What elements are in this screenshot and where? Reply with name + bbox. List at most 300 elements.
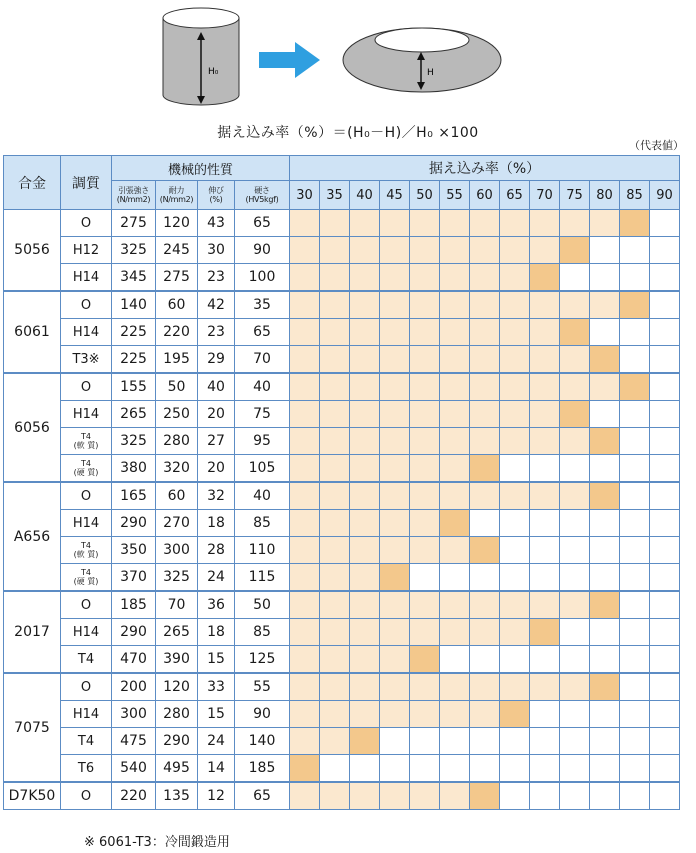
property-value: 290	[112, 619, 156, 646]
possible-cell	[380, 428, 410, 455]
empty-cell	[590, 619, 620, 646]
empty-cell	[650, 619, 680, 646]
possible-cell	[290, 237, 320, 264]
header-mech-1: 耐力 (N/mm2)	[156, 181, 198, 210]
alloy-cell: 7075	[4, 673, 61, 782]
temper-cell: O	[61, 782, 112, 810]
h-label: H	[427, 68, 434, 78]
table-row	[4, 537, 680, 564]
possible-cell	[560, 210, 590, 237]
possible-cell	[440, 210, 470, 237]
header-mech-0: 引張強さ (N/mm2)	[112, 181, 156, 210]
possible-cell	[470, 428, 500, 455]
possible-cell	[500, 319, 530, 346]
possible-cell	[350, 673, 380, 701]
possible-cell	[380, 401, 410, 428]
empty-cell	[470, 510, 500, 537]
property-value: 65	[235, 319, 290, 346]
empty-cell	[590, 564, 620, 592]
temper-cell: O	[61, 482, 112, 510]
table-row	[4, 264, 680, 292]
empty-cell	[530, 646, 560, 674]
empty-cell	[590, 401, 620, 428]
possible-cell	[350, 346, 380, 374]
temper-cell: O	[61, 210, 112, 237]
header-percent-65: 65	[500, 181, 530, 210]
possible-cell	[290, 673, 320, 701]
property-value: 65	[235, 782, 290, 810]
possible-cell	[440, 373, 470, 401]
possible-cell	[410, 701, 440, 728]
temper-cell: T4	[61, 646, 112, 674]
empty-cell	[650, 782, 680, 810]
possible-cell	[380, 264, 410, 292]
upset-ratio-table	[3, 155, 680, 810]
disc-after	[343, 28, 501, 92]
possible-cell	[440, 291, 470, 319]
possible-cell	[350, 701, 380, 728]
table-row	[4, 346, 680, 374]
temper-cell: T3※	[61, 346, 112, 374]
empty-cell	[620, 782, 650, 810]
empty-cell	[650, 510, 680, 537]
property-value: 55	[235, 673, 290, 701]
property-value: 20	[198, 455, 235, 483]
property-value: 105	[235, 455, 290, 483]
property-value: 27	[198, 428, 235, 455]
header-mechanical: 機械的性質	[112, 156, 290, 181]
empty-cell	[650, 291, 680, 319]
alloy-cell: 6056	[4, 373, 61, 482]
possible-cell	[530, 237, 560, 264]
property-value: 225	[112, 319, 156, 346]
possible-cell	[500, 264, 530, 292]
possible-cell	[530, 319, 560, 346]
property-value: 18	[198, 619, 235, 646]
property-value: 30	[198, 237, 235, 264]
possible-cell	[380, 373, 410, 401]
header-percent-45: 45	[380, 181, 410, 210]
property-value: 140	[235, 728, 290, 755]
empty-cell	[620, 401, 650, 428]
possible-cell	[530, 428, 560, 455]
alloy-cell: 5056	[4, 210, 61, 292]
possible-cell	[440, 673, 470, 701]
empty-cell	[620, 537, 650, 564]
possible-cell	[320, 291, 350, 319]
empty-cell	[620, 619, 650, 646]
possible-cell	[380, 619, 410, 646]
property-value: 225	[112, 346, 156, 374]
empty-cell	[650, 564, 680, 592]
property-value: 350	[112, 537, 156, 564]
empty-cell	[620, 482, 650, 510]
header-alloy: 合金	[4, 156, 61, 210]
possible-cell	[320, 455, 350, 483]
possible-cell	[500, 401, 530, 428]
header-percent-85: 85	[620, 181, 650, 210]
property-value: 85	[235, 619, 290, 646]
table-row	[4, 591, 680, 619]
possible-cell	[560, 673, 590, 701]
limit-cell	[590, 673, 620, 701]
empty-cell	[590, 701, 620, 728]
property-value: 60	[156, 291, 198, 319]
property-value: 12	[198, 782, 235, 810]
possible-cell	[560, 482, 590, 510]
possible-cell	[320, 319, 350, 346]
possible-cell	[470, 291, 500, 319]
possible-cell	[350, 646, 380, 674]
limit-cell	[620, 210, 650, 237]
possible-cell	[320, 401, 350, 428]
empty-cell	[500, 782, 530, 810]
header-mech-3: 硬さ (HV5kgf)	[235, 181, 290, 210]
property-value: 135	[156, 782, 198, 810]
possible-cell	[380, 782, 410, 810]
possible-cell	[380, 537, 410, 564]
possible-cell	[440, 782, 470, 810]
table-row	[4, 373, 680, 401]
possible-cell	[320, 701, 350, 728]
property-value: 275	[112, 210, 156, 237]
property-value: 380	[112, 455, 156, 483]
possible-cell	[290, 291, 320, 319]
possible-cell	[380, 346, 410, 374]
limit-cell	[590, 346, 620, 374]
property-value: 325	[112, 428, 156, 455]
property-value: 300	[112, 701, 156, 728]
possible-cell	[410, 319, 440, 346]
empty-cell	[470, 755, 500, 783]
property-value: 185	[112, 591, 156, 619]
header-percent-30: 30	[290, 181, 320, 210]
possible-cell	[320, 619, 350, 646]
possible-cell	[470, 673, 500, 701]
property-value: 15	[198, 646, 235, 674]
empty-cell	[560, 619, 590, 646]
possible-cell	[290, 319, 320, 346]
possible-cell	[470, 210, 500, 237]
empty-cell	[620, 646, 650, 674]
empty-cell	[620, 264, 650, 292]
property-value: 100	[235, 264, 290, 292]
temper-cell: T6	[61, 755, 112, 783]
property-value: 42	[198, 291, 235, 319]
possible-cell	[290, 510, 320, 537]
possible-cell	[320, 428, 350, 455]
empty-cell	[620, 591, 650, 619]
possible-cell	[350, 237, 380, 264]
possible-cell	[350, 564, 380, 592]
temper-cell: O	[61, 591, 112, 619]
possible-cell	[410, 264, 440, 292]
possible-cell	[500, 291, 530, 319]
possible-cell	[320, 782, 350, 810]
property-value: 70	[235, 346, 290, 374]
property-value: 155	[112, 373, 156, 401]
upset-ratio-formula: 据え込み率（%）＝(H₀－H)／H₀ ×100	[217, 125, 479, 141]
possible-cell	[470, 591, 500, 619]
empty-cell	[560, 264, 590, 292]
empty-cell	[530, 701, 560, 728]
empty-cell	[650, 673, 680, 701]
temper-cell: T4 (硬 質)	[61, 455, 112, 483]
property-value: 23	[198, 264, 235, 292]
possible-cell	[410, 428, 440, 455]
possible-cell	[290, 455, 320, 483]
possible-cell	[380, 646, 410, 674]
possible-cell	[500, 428, 530, 455]
empty-cell	[590, 728, 620, 755]
empty-cell	[500, 455, 530, 483]
temper-cell: H14	[61, 401, 112, 428]
possible-cell	[320, 210, 350, 237]
limit-cell	[530, 264, 560, 292]
possible-cell	[410, 210, 440, 237]
possible-cell	[350, 782, 380, 810]
possible-cell	[290, 591, 320, 619]
empty-cell	[620, 346, 650, 374]
empty-cell	[650, 755, 680, 783]
possible-cell	[440, 619, 470, 646]
property-value: 125	[235, 646, 290, 674]
possible-cell	[470, 619, 500, 646]
possible-cell	[350, 591, 380, 619]
property-value: 195	[156, 346, 198, 374]
empty-cell	[650, 591, 680, 619]
empty-cell	[530, 537, 560, 564]
empty-cell	[500, 755, 530, 783]
possible-cell	[290, 373, 320, 401]
property-value: 15	[198, 701, 235, 728]
possible-cell	[290, 782, 320, 810]
possible-cell	[530, 373, 560, 401]
property-value: 325	[156, 564, 198, 592]
empty-cell	[470, 728, 500, 755]
property-value: 200	[112, 673, 156, 701]
temper-cell: H14	[61, 701, 112, 728]
limit-cell	[470, 455, 500, 483]
possible-cell	[380, 510, 410, 537]
possible-cell	[470, 319, 500, 346]
possible-cell	[290, 210, 320, 237]
property-value: 220	[112, 782, 156, 810]
table-row	[4, 755, 680, 783]
possible-cell	[500, 482, 530, 510]
empty-cell	[470, 646, 500, 674]
empty-cell	[440, 728, 470, 755]
possible-cell	[320, 591, 350, 619]
table-row	[4, 673, 680, 701]
empty-cell	[650, 646, 680, 674]
possible-cell	[410, 782, 440, 810]
possible-cell	[560, 591, 590, 619]
possible-cell	[320, 564, 350, 592]
property-value: 245	[156, 237, 198, 264]
property-value: 220	[156, 319, 198, 346]
possible-cell	[590, 210, 620, 237]
table-row	[4, 401, 680, 428]
property-value: 85	[235, 510, 290, 537]
possible-cell	[530, 346, 560, 374]
possible-cell	[380, 482, 410, 510]
alloy-cell: A656	[4, 482, 61, 591]
possible-cell	[500, 210, 530, 237]
property-value: 280	[156, 428, 198, 455]
property-value: 14	[198, 755, 235, 783]
possible-cell	[410, 346, 440, 374]
possible-cell	[470, 373, 500, 401]
table-row	[4, 701, 680, 728]
empty-cell	[650, 428, 680, 455]
limit-cell	[380, 564, 410, 592]
empty-cell	[500, 564, 530, 592]
table-row	[4, 319, 680, 346]
possible-cell	[530, 673, 560, 701]
property-value: 345	[112, 264, 156, 292]
table-row	[4, 646, 680, 674]
empty-cell	[590, 510, 620, 537]
property-value: 33	[198, 673, 235, 701]
possible-cell	[380, 673, 410, 701]
property-value: 23	[198, 319, 235, 346]
footnote: ※ 6061-T3：冷間鍛造用	[84, 835, 230, 850]
empty-cell	[560, 728, 590, 755]
empty-cell	[530, 510, 560, 537]
empty-cell	[620, 319, 650, 346]
possible-cell	[320, 510, 350, 537]
header-percent-40: 40	[350, 181, 380, 210]
possible-cell	[530, 210, 560, 237]
property-value: 390	[156, 646, 198, 674]
possible-cell	[470, 237, 500, 264]
empty-cell	[620, 455, 650, 483]
property-value: 40	[198, 373, 235, 401]
possible-cell	[470, 346, 500, 374]
possible-cell	[290, 482, 320, 510]
empty-cell	[620, 237, 650, 264]
possible-cell	[320, 673, 350, 701]
possible-cell	[410, 455, 440, 483]
empty-cell	[620, 428, 650, 455]
empty-cell	[650, 373, 680, 401]
possible-cell	[470, 701, 500, 728]
property-value: 475	[112, 728, 156, 755]
empty-cell	[590, 755, 620, 783]
possible-cell	[290, 646, 320, 674]
property-value: 90	[235, 701, 290, 728]
property-value: 28	[198, 537, 235, 564]
possible-cell	[320, 237, 350, 264]
empty-cell	[650, 264, 680, 292]
possible-cell	[380, 210, 410, 237]
property-value: 120	[156, 673, 198, 701]
limit-cell	[350, 728, 380, 755]
possible-cell	[320, 728, 350, 755]
empty-cell	[650, 701, 680, 728]
header-upset-ratio: 据え込み率（%）	[290, 156, 680, 181]
property-value: 50	[156, 373, 198, 401]
header-mech-2: 伸び (%)	[198, 181, 235, 210]
table-row	[4, 210, 680, 237]
table-row	[4, 564, 680, 592]
possible-cell	[470, 264, 500, 292]
table-row	[4, 237, 680, 264]
property-value: 35	[235, 291, 290, 319]
property-value: 290	[156, 728, 198, 755]
temper-cell: T4	[61, 728, 112, 755]
limit-cell	[560, 319, 590, 346]
empty-cell	[590, 782, 620, 810]
property-value: 75	[235, 401, 290, 428]
empty-cell	[650, 537, 680, 564]
property-value: 165	[112, 482, 156, 510]
empty-cell	[650, 237, 680, 264]
possible-cell	[380, 701, 410, 728]
empty-cell	[500, 646, 530, 674]
limit-cell	[560, 401, 590, 428]
empty-cell	[590, 319, 620, 346]
upsetting-diagram	[0, 0, 696, 122]
possible-cell	[500, 673, 530, 701]
possible-cell	[320, 373, 350, 401]
empty-cell	[530, 782, 560, 810]
possible-cell	[380, 291, 410, 319]
possible-cell	[380, 591, 410, 619]
property-value: 275	[156, 264, 198, 292]
empty-cell	[650, 401, 680, 428]
empty-cell	[650, 319, 680, 346]
possible-cell	[410, 537, 440, 564]
limit-cell	[560, 237, 590, 264]
possible-cell	[410, 673, 440, 701]
empty-cell	[650, 482, 680, 510]
possible-cell	[350, 482, 380, 510]
temper-cell: T4 (軟 質)	[61, 537, 112, 564]
temper-cell: T4 (軟 質)	[61, 428, 112, 455]
property-value: 50	[235, 591, 290, 619]
possible-cell	[440, 346, 470, 374]
limit-cell	[620, 373, 650, 401]
possible-cell	[290, 728, 320, 755]
possible-cell	[320, 482, 350, 510]
possible-cell	[440, 401, 470, 428]
possible-cell	[410, 373, 440, 401]
empty-cell	[560, 564, 590, 592]
property-value: 24	[198, 728, 235, 755]
limit-cell	[470, 782, 500, 810]
limit-cell	[590, 428, 620, 455]
possible-cell	[290, 619, 320, 646]
header-percent-60: 60	[470, 181, 500, 210]
empty-cell	[650, 210, 680, 237]
possible-cell	[320, 646, 350, 674]
possible-cell	[410, 510, 440, 537]
empty-cell	[620, 701, 650, 728]
possible-cell	[500, 591, 530, 619]
table-row	[4, 482, 680, 510]
header-percent-70: 70	[530, 181, 560, 210]
table-row	[4, 455, 680, 483]
header-percent-55: 55	[440, 181, 470, 210]
possible-cell	[350, 619, 380, 646]
property-value: 185	[235, 755, 290, 783]
possible-cell	[500, 346, 530, 374]
possible-cell	[350, 428, 380, 455]
alloy-cell: D7K50	[4, 782, 61, 810]
property-value: 65	[235, 210, 290, 237]
